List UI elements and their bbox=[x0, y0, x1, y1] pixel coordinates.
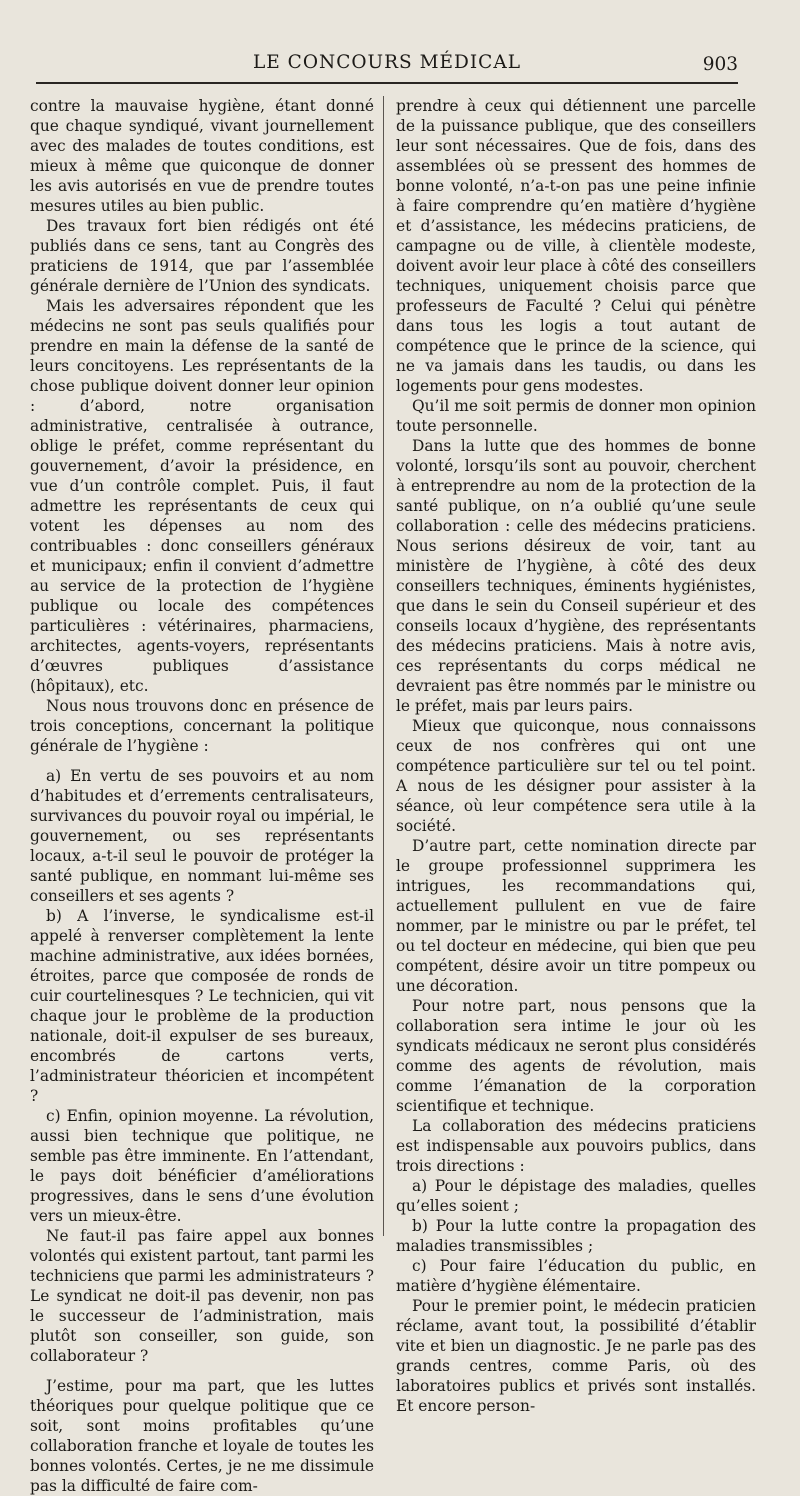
list-item: b) Pour la lutte contre la propagation des maladies transmissibles ; bbox=[396, 1217, 756, 1255]
paragraph: Dans la lutte que des hommes de bonne volonté, lorsqu’ils sont au pouvoir, cherchent à entreprendre au nom de la protection de la santé publique, on n’a oublié qu’une seule collaboration : celle des médecins praticiens. Nous serions désireux de voir, tant au ministère de l’hygiène, à côté des deux conseillers techniques, éminents hygiénistes, que dans le sein du Conseil supérieur et des conseils locaux d’hygiène, des représentants des médecins praticiens. Mais à notre avis, ces représentants du corps médical ne devraient pas être nommés par le ministre ou le préfet, mais par leurs pairs. bbox=[396, 437, 756, 715]
paragraph: Nous nous trouvons donc en présence de trois conceptions, concernant la politique générale de l’hygiène : bbox=[30, 697, 374, 755]
paragraph: Des travaux fort bien rédigés ont été publiés dans ce sens, tant au Congrès des praticiens de 1914, que par l’assemblée générale dernière de l’Union des syndicats. bbox=[30, 217, 374, 295]
paragraph: Ne faut-il pas faire appel aux bonnes volontés qui existent partout, tant parmi les techniciens que parmi les administrateurs ? Le syndicat ne doit-il pas devenir, non pas le successeur de l’administration, mais plutôt son conseiller, son guide, son collaborateur ? bbox=[30, 1227, 374, 1365]
paragraph: La collaboration des médecins praticiens est indispensable aux pouvoirs publics, dans trois directions : bbox=[396, 1117, 756, 1175]
paragraph: Qu’il me soit permis de donner mon opinion toute personnelle. bbox=[396, 397, 756, 435]
paragraph: b) A l’inverse, le syndicalisme est-il appelé à renverser complètement la lente machine administrative, aux idées bornées, étroites, parce que composée de ronds de cuir courtelinesques ? Le technicien, qui vit chaque jour le problème de la production nationale, doit-il expulser de ses bureaux, encombrés de cartons verts, l’administrateur théoricien et incompétent ? bbox=[30, 907, 374, 1105]
paragraph: Pour le premier point, le médecin praticien réclame, avant tout, la possibilité d’établir vite et bien un diagnostic. Je ne parle pas des grands centres, comme Paris, où des laboratoires publics et privés sont installés. Et encore person- bbox=[396, 1297, 756, 1415]
paragraph: J’estime, pour ma part, que les luttes théoriques pour quelque politique que ce soit, sont moins profitables qu’une collaboration franche et loyale de toutes les bonnes volontés. Certes, je ne me dissimule pas la difficulté de faire com- bbox=[30, 1377, 374, 1495]
column-divider bbox=[383, 96, 384, 1236]
paragraph: contre la mauvaise hygiène, étant donné que chaque syndiqué, vivant journellement avec des malades de toutes conditions, est mieux à même que quiconque de donner les avis autorisés en vue de prendre toutes mesures utiles au bien public. bbox=[30, 97, 374, 215]
list-item: c) Pour faire l’éducation du public, en matière d’hygiène élémentaire. bbox=[396, 1257, 756, 1295]
paragraph: Mais les adversaires répondent que les médecins ne sont pas seuls qualifiés pour prendre en main la défense de la santé de leurs concitoyens. Les représentants de la chose publique doivent donner leur opinion : d’abord, notre organisation administrative, centralisée à outrance, oblige le préfet, comme représentant du gouvernement, d’avoir la présidence, en vue d’un contrôle complet. Puis, il faut admettre les représentants de ceux qui votent les dépenses au nom des contribuables : donc conseillers généraux et municipaux; enfin il convient d’admettre au service de la protection de l’hygiène publique ou locale des compétences particulières : vétérinaires, pharmaciens, architectes, agents-voyers, représentants d’œuvres publiques d’assistance (hôpitaux), etc. bbox=[30, 297, 374, 695]
paragraph: a) En vertu de ses pouvoirs et au nom d’habitudes et d’errements centralisateurs, survivances du pouvoir royal ou impérial, le gouvernement, ou ses représentants locaux, a-t-il seul le pouvoir de protéger la santé publique, en nommant lui-même ses conseillers et ses agents ? bbox=[30, 767, 374, 905]
left-column bbox=[30, 96, 374, 1496]
paragraph: c) Enfin, opinion moyenne. La révolution, aussi bien technique que politique, ne semble pas être imminente. En l’attendant, le pays doit bénéficier d’améliorations progressives, dans le sens d’une évolution vers un mieux-être. bbox=[30, 1107, 374, 1225]
paragraph: D’autre part, cette nomination directe par le groupe professionnel supprimera les intrigues, les recommandations qui, actuellement pullulent en vue de faire nommer, par le ministre ou par le préfet, tel ou tel docteur en médecine, qui bien que peu compétent, désire avoir un titre pompeux ou une décoration. bbox=[396, 837, 756, 995]
paragraph: Pour notre part, nous pensons que la collaboration sera intime le jour où les syndicats médicaux ne seront plus considérés comme des agents de révolution, mais comme l’émanation de la corporation scientifique et technique. bbox=[396, 997, 756, 1115]
running-header bbox=[36, 48, 738, 84]
right-column bbox=[396, 96, 756, 1416]
paragraph: Mieux que quiconque, nous connaissons ceux de nos confrères qui ont une compétence particulière sur tel ou tel point. A nous de les désigner pour assister à la séance, où leur compétence sera utile à la société. bbox=[396, 717, 756, 835]
paragraph: prendre à ceux qui détiennent une parcelle de la puissance publique, que des conseillers leur sont nécessaires. Que de fois, dans des assemblées où se pressent des hommes de bonne volonté, n’a-t-on pas une peine infinie à faire comprendre qu’en matière d’hygiène et d’assistance, les médecins praticiens, de campagne ou de ville, à clientèle modeste, doivent avoir leur place à côté des conseillers techniques, uniquement choisis parce que professeurs de Faculté ? Celui qui pénètre dans tous les logis a tout autant de compétence que le prince de la science, qui ne va jamais dans les taudis, ou dans les logements pour gens modestes. bbox=[396, 97, 756, 395]
page-number: 903 bbox=[702, 54, 738, 75]
journal-title: LE CONCOURS MÉDICAL bbox=[253, 52, 521, 73]
list-item: a) Pour le dépistage des maladies, quelles qu’elles soient ; bbox=[396, 1177, 756, 1215]
